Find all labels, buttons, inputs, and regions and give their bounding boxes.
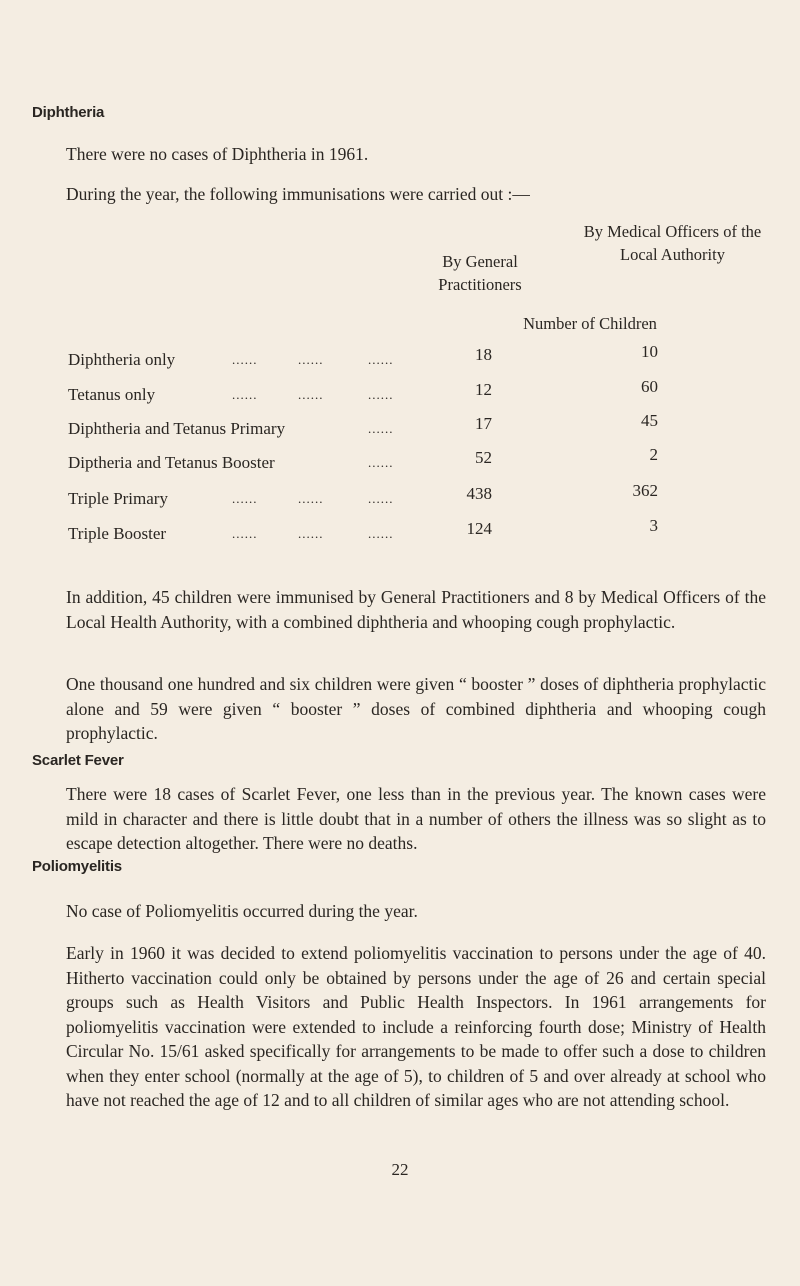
table-cell-mo: 45	[641, 411, 658, 430]
paragraph-additional-immunisations	[34, 585, 766, 634]
paragraph-booster-doses	[34, 672, 766, 746]
table-cell-gp: 12	[475, 380, 492, 399]
table-cell-mo: 3	[649, 516, 658, 535]
leader-dots: ......	[232, 352, 258, 367]
leader-dots: ......	[368, 491, 394, 506]
column-subheader-number-of-children: Number of Children	[523, 314, 657, 333]
table-cell-gp: 52	[475, 448, 492, 467]
table-cell-mo: 362	[632, 481, 658, 500]
page-number: 22	[391, 1160, 409, 1179]
leader-dots: ......	[298, 526, 324, 541]
leader-dots: ......	[298, 387, 324, 402]
paragraph-text: In addition, 45 children were immunised by General Practitioners and 8 by Medical Officers of the Local Health Authority, with a combined diphtheria and whooping cough prophylactic.	[66, 587, 766, 632]
table-cell-mo: 2	[649, 445, 658, 464]
column-header-general-practitioners: By General Practitioners	[438, 252, 522, 294]
leader-dots: ......	[298, 352, 324, 367]
table-row-label: Triple Booster	[68, 524, 167, 543]
column-header-medical-officers: By Medical Officers of the Local Authority	[583, 222, 762, 264]
table-cell-gp: 438	[466, 484, 492, 503]
leader-dots: ......	[368, 455, 394, 470]
leader-dots: ......	[368, 526, 394, 541]
paragraph-immunisations-intro: During the year, the following immunisations were carried out :—	[66, 184, 530, 204]
table-cell-gp: 17	[475, 414, 492, 433]
leader-dots: ......	[368, 352, 394, 367]
table-row-label: Diphtheria and Tetanus Primary	[68, 419, 286, 438]
paragraph-no-polio: No case of Poliomyelitis occurred during the year.	[66, 901, 418, 921]
leader-dots: ......	[232, 387, 258, 402]
table-row-label: Tetanus only	[68, 385, 156, 404]
leader-dots: ......	[232, 526, 258, 541]
table-cell-gp: 124	[466, 519, 492, 538]
section-heading-diphtheria: Diphtheria	[32, 104, 105, 121]
table-row-label: Diptheria and Tetanus Booster	[68, 453, 275, 472]
leader-dots: ......	[368, 387, 394, 402]
leader-dots: ......	[368, 421, 394, 436]
table-row-label: Diphtheria only	[68, 350, 176, 369]
paragraph-polio-vaccination	[34, 941, 766, 1113]
table-row-label: Triple Primary	[68, 489, 168, 508]
leader-dots: ......	[298, 491, 324, 506]
paragraph-no-cases: There were no cases of Diphtheria in 1961.	[66, 144, 369, 164]
paragraph-text: Early in 1960 it was decided to extend poliomyelitis vaccination to persons under the age of 40. Hitherto vaccination could only be obtained by persons under the age of 26 and certain special groups such as Health Visitors and Public Health Inspectors. In 1961 arrangements for poliomyelitis vaccination were extended to include a reinforcing fourth dose; Ministry of Health Circular No. 15/61 asked specifically for arrangements to be made to offer such a dose to children when they enter school (normally at the age of 5), to children of 5 and over already at school who have not reached the age of 12 and to all children of similar ages who are not attending school.	[66, 943, 766, 1110]
paragraph-scarlet-fever	[34, 782, 766, 856]
leader-dots: ......	[232, 491, 258, 506]
paragraph-text: There were 18 cases of Scarlet Fever, one less than in the previous year. The known cases were mild in character and there is little doubt that in a number of others the illness was so slight as to escape detection altogether. There were no deaths.	[66, 784, 766, 853]
table-cell-mo: 60	[641, 377, 658, 396]
section-heading-poliomyelitis: Poliomyelitis	[32, 858, 122, 875]
paragraph-text: One thousand one hundred and six children were given “ booster ” doses of diphtheria prophylactic alone and 59 were given “ booster ” doses of combined diphtheria and whooping cough prophylactic.	[66, 674, 766, 743]
table-cell-mo: 10	[641, 342, 658, 361]
table-cell-gp: 18	[475, 345, 492, 364]
section-heading-scarlet-fever: Scarlet Fever	[32, 752, 124, 769]
